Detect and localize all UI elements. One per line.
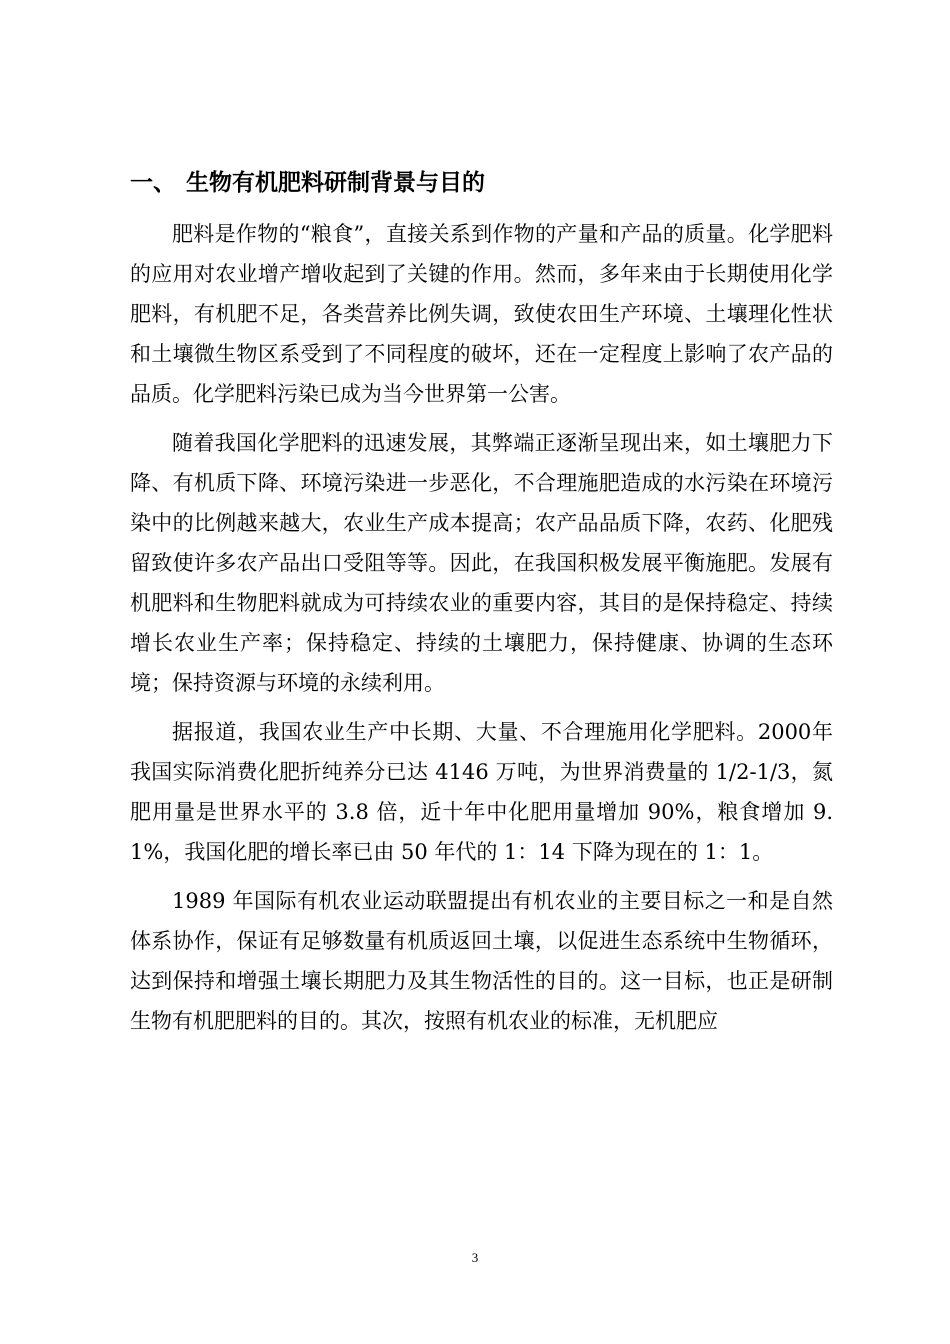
section-number: 一、 xyxy=(130,170,176,196)
paragraph-drawbacks: 随着我国化学肥料的迅速发展，其弊端正逐渐呈现出来，如土壤肥力下降、有机质下降、环境污染进一步恶化，不合理施肥造成的水污染在环境污染中的比例越来越大，农业生产成本提高；农产品品质下降，农药、化肥残留致使许多农产品出口受阻等等。因此，在我国积极发展平衡施肥。发展有机肥料和生物肥料就成为可持续农业的重要内容，其目的是保持稳定、持续增长农业生产率；保持稳定、持续的土壤肥力，保持健康、协调的生态环境；保持资源与环境的永续利用。 xyxy=(130,431,833,695)
paragraph-background: 肥料是作物的“粮食”，直接关系到作物的产量和产品的质量。化学肥料的应用对农业增产增收起到了关键的作用。然而，多年来由于长期使用化学肥料，有机肥不足，各类营养比例失调，致使农田生产环境、土壤理化性状和土壤微生物区系受到了不同程度的破坏，还在一定程度上影响了农产品的品质。化学肥料污染已成为当今世界第一公害。 xyxy=(130,222,833,406)
body-text xyxy=(130,214,833,1050)
section-title: 生物有机肥料研制背景与目的 xyxy=(186,170,485,196)
page-number: 3 xyxy=(471,1250,479,1265)
paragraph-ifoam-goal: 1989 年国际有机农业运动联盟提出有机农业的主要目标之一和是自然体系协作，保证有足够数量有机质返回土壤，以促进生态系统中生物循环，达到保持和增强土壤长期肥力及其生物活性的目的。这一目标，也正是研制生物有机肥肥料的目的。其次，按照有机农业的标准，无机肥应 xyxy=(130,889,833,1033)
section-heading xyxy=(130,163,830,203)
paragraph-statistics: 据报道，我国农业生产中长期、大量、不合理施用化学肥料。2000年我国实际消费化肥折纯养分已达 4146 万吨，为世界消费量的 1/2-1/3，氮肥用量是世界水平的 3.8 倍，近十年中化肥用量增加 90%，粮食增加 9.1%，我国化肥的增长率已由 50 年代的 1：14 下降为现在的 1：1。 xyxy=(130,720,833,864)
